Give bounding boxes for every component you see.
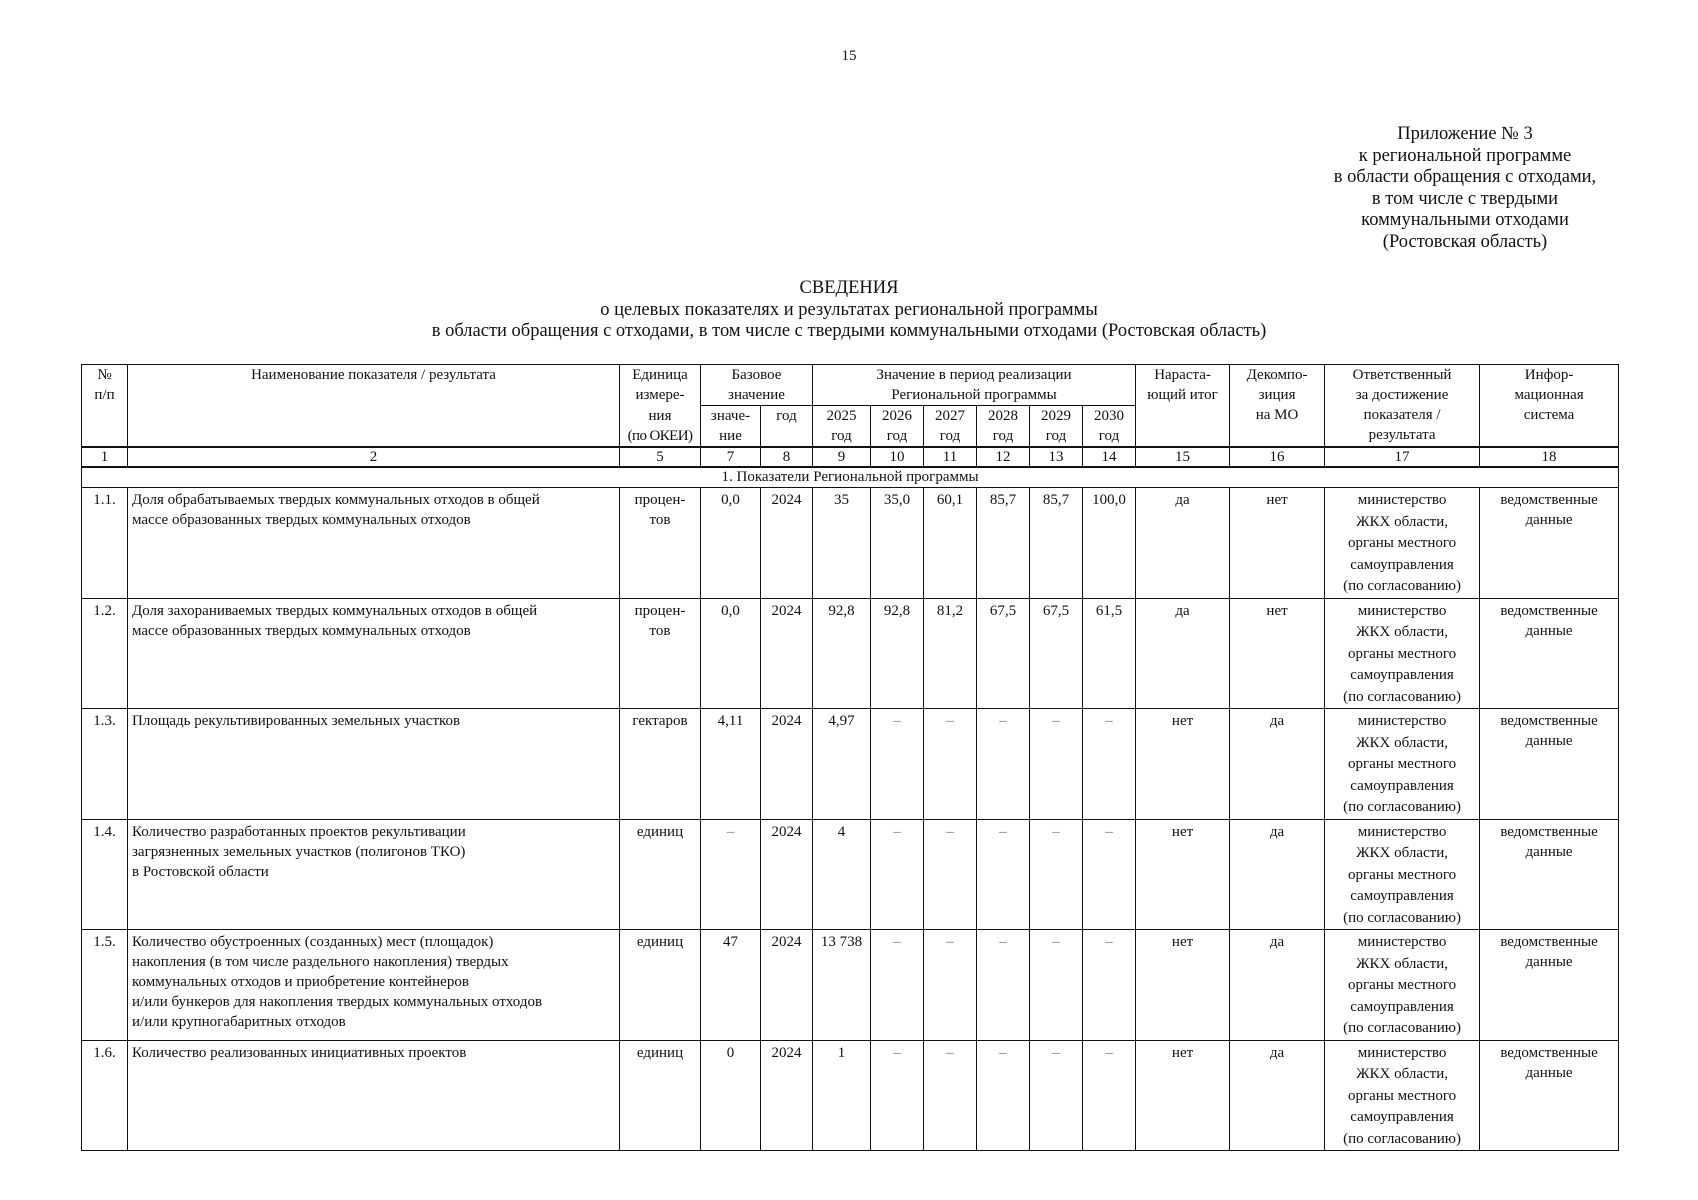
header-decomposition: Декомпо- зиция на МО [1230,365,1325,448]
row-value-2030: 61,5 [1083,598,1136,709]
responsible-line: министерство [1357,602,1447,619]
document-subtitle: в области обращения с отходами, в том числе с твердыми коммунальными отходами (Ростовская область) [431,321,1267,341]
row-value-2025: 1 [813,1040,871,1151]
table-row [82,930,1619,1041]
row-value-2026: 35,0 [871,488,924,599]
header-unit: Единица [620,365,701,386]
row-base-year: 2024 [761,819,813,930]
row-base-year: 2024 [761,598,813,709]
row-number: 1.2. [82,598,128,709]
header-year-2030: 2030 год [1083,406,1136,448]
responsible-line: (по согласованию) [1343,578,1461,594]
row-unit [620,930,701,1041]
responsible-line: министерство [1357,823,1447,840]
responsible-line: ЖКХ области, [1356,624,1448,640]
row-indicator-name [128,488,620,599]
section-title: 1. Показатели Региональной программы [82,467,1619,488]
row-value-2028: – [977,1040,1030,1151]
row-cumulative: нет [1136,709,1230,820]
row-infosys [1480,930,1619,1041]
row-value-2026: – [871,930,924,1041]
row-value-2025: 92,8 [813,598,871,709]
unit-line: гектаров [632,713,688,729]
responsible-line: министерство [1357,492,1447,508]
row-base-value: 0,0 [701,488,761,599]
responsible-line: самоуправления [1350,556,1454,573]
indicator-name-line: коммунальных отходов и приобретение контейнеров [132,974,469,990]
row-value-2026: – [871,1040,924,1151]
row-base-year: 2024 [761,488,813,599]
responsible-line: ЖКХ области, [1356,955,1448,972]
row-responsible [1325,709,1480,820]
indicator-name-line: Площадь рекультивированных земельных участков [132,713,461,729]
row-decomposition: да [1230,819,1325,930]
responsible-line: ЖКХ области, [1356,845,1448,861]
row-value-2030: – [1083,930,1136,1041]
responsible-line: министерство [1357,934,1447,950]
row-value-2025: 35 [813,488,871,599]
indicator-name-line: Количество обустроенных (созданных) мест (площадок) [132,934,494,950]
responsible-line: самоуправления [1350,667,1454,683]
column-number: 12 [977,447,1030,467]
column-numbers [82,447,1619,488]
header-infosys: Инфор- мационная система [1480,365,1619,448]
row-base-year: 2024 [761,1040,813,1151]
header-base-value: значе- ние [701,406,761,448]
row-value-2027: – [924,1040,977,1151]
row-base-value: 0,0 [701,598,761,709]
row-cumulative: да [1136,598,1230,709]
row-unit [620,1040,701,1151]
row-responsible [1325,819,1480,930]
row-base-year: 2024 [761,930,813,1041]
table-row [82,819,1619,930]
row-responsible [1325,930,1480,1041]
row-value-2026: – [871,819,924,930]
infosys-line: ведомственные [1500,713,1598,729]
indicator-name-line: Доля обрабатываемых твердых коммунальных отходов в общей [132,492,540,508]
header-num: № п/п [82,365,128,448]
row-value-2028: 67,5 [977,598,1030,709]
unit-line: процен- [634,602,686,619]
row-number: 1.3. [82,709,128,820]
infosys-line: данные [1525,1064,1573,1081]
indicator-name-line: накопления (в том числе раздельного накопления) твердых [132,954,509,970]
header-unit-cont: ния [620,406,701,426]
row-value-2025: 4 [813,819,871,930]
unit-line: тов [649,622,671,639]
responsible-line: (по согласованию) [1343,909,1461,926]
header-base-year: год [761,406,813,448]
indicator-name-line: массе образованных твердых коммунальных отходов [132,622,471,639]
table-body [82,488,1619,1151]
indicator-name-line: Количество реализованных инициативных проектов [132,1044,467,1061]
responsible-line: органы местного [1347,645,1457,662]
column-number: 2 [128,447,620,467]
row-decomposition: да [1230,709,1325,820]
row-decomposition: да [1230,1040,1325,1151]
row-decomposition: нет [1230,598,1325,709]
row-cumulative: нет [1136,930,1230,1041]
responsible-line: самоуправления [1350,888,1454,904]
row-infosys [1480,598,1619,709]
indicator-name-line: Количество разработанных проектов рекультивации [132,823,466,840]
appendix-line: Приложение № 3 [1397,124,1533,144]
header-unit-cont: (по ОКЕИ) [620,426,701,447]
responsible-line: самоуправления [1350,998,1454,1015]
responsible-line: самоуправления [1350,777,1454,794]
indicator-name-line: Доля захораниваемых твердых коммунальных отходов в общей [132,602,538,619]
row-value-2029: – [1030,1040,1083,1151]
row-indicator-name [128,709,620,820]
row-indicator-name [128,819,620,930]
responsible-line: органы местного [1347,756,1457,772]
column-number: 10 [871,447,924,467]
row-value-2027: 81,2 [924,598,977,709]
unit-line: тов [649,512,671,528]
row-value-2028: – [977,819,1030,930]
appendix-line: (Ростовская область) [1382,231,1548,252]
indicator-name-line: в Ростовской области [132,863,269,880]
row-value-2027: – [924,819,977,930]
indicators-table [81,364,1619,1151]
row-number: 1.4. [82,819,128,930]
row-indicator-name [128,598,620,709]
appendix-caption [1300,124,1630,254]
header-cumulative: Нараста- ющий итог [1136,365,1230,448]
row-value-2030: – [1083,709,1136,820]
row-infosys [1480,819,1619,930]
responsible-line: (по согласованию) [1343,1020,1461,1036]
column-number: 14 [1083,447,1136,467]
indicator-name-line: массе образованных твердых коммунальных отходов [132,512,471,528]
appendix-line: в том числе с твердыми [1371,188,1559,209]
table-row [82,488,1619,599]
infosys-line: ведомственные [1500,934,1598,950]
row-number: 1.5. [82,930,128,1041]
column-number: 16 [1230,447,1325,467]
table-header [82,365,1619,448]
infosys-line: данные [1525,954,1573,970]
row-decomposition: нет [1230,488,1325,599]
row-unit [620,819,701,930]
row-number: 1.1. [82,488,128,599]
document-heading [0,278,1698,343]
row-infosys [1480,488,1619,599]
header-name: Наименование показателя / результата [128,365,620,448]
infosys-line: ведомственные [1500,823,1598,840]
header-year-2028: 2028 год [977,406,1030,448]
infosys-line: данные [1525,622,1573,639]
row-number: 1.6. [82,1040,128,1151]
row-indicator-name [128,930,620,1041]
infosys-line: ведомственные [1500,492,1598,508]
column-number: 7 [701,447,761,467]
row-value-2029: – [1030,930,1083,1041]
appendix-line: в области обращения с отходами, [1333,167,1597,188]
page-number: 15 [841,48,857,64]
row-value-2027: – [924,930,977,1041]
infosys-line: ведомственные [1500,1044,1598,1061]
responsible-line: органы местного [1347,535,1457,551]
responsible-line: ЖКХ области, [1356,513,1448,530]
column-number: 18 [1480,447,1619,467]
appendix-line: коммунальными отходами [1361,210,1569,231]
row-value-2030: – [1083,819,1136,930]
responsible-line: министерство [1357,1044,1447,1061]
row-value-2029: – [1030,709,1083,820]
row-value-2025: 13 738 [813,930,871,1041]
infosys-line: данные [1525,733,1573,749]
row-responsible [1325,1040,1480,1151]
row-cumulative: нет [1136,819,1230,930]
header-base-cont: значение [701,385,813,406]
row-value-2026: 92,8 [871,598,924,709]
row-base-value: 47 [701,930,761,1041]
row-responsible [1325,488,1480,599]
row-value-2030: – [1083,1040,1136,1151]
row-base-value: 0 [701,1040,761,1151]
indicator-name-line: и/или крупногабаритных отходов [132,1014,346,1030]
header-year-2029: 2029 год [1030,406,1083,448]
unit-line: единиц [636,934,684,950]
row-cumulative: нет [1136,1040,1230,1151]
column-number: 8 [761,447,813,467]
row-unit [620,709,701,820]
header-period: Значение в период реализации [813,365,1136,386]
responsible-line: (по согласованию) [1343,799,1461,815]
column-number: 11 [924,447,977,467]
row-value-2029: 67,5 [1030,598,1083,709]
row-base-value: 4,11 [701,709,761,820]
indicator-name-line: и/или бункеров для накопления твердых коммунальных отходов [132,994,543,1010]
infosys-line: данные [1525,843,1573,860]
column-number: 9 [813,447,871,467]
table-row [82,709,1619,820]
header-year-2027: 2027 год [924,406,977,448]
table-row [82,1040,1619,1151]
header-period-cont: Региональной программы [813,385,1136,406]
row-unit [620,598,701,709]
column-number: 17 [1325,447,1480,467]
column-number: 1 [82,447,128,467]
row-value-2029: – [1030,819,1083,930]
responsible-line: органы местного [1347,866,1457,883]
row-value-2027: 60,1 [924,488,977,599]
responsible-line: ЖКХ области, [1356,734,1448,751]
document-title: СВЕДЕНИЯ [799,278,899,298]
responsible-line: ЖКХ области, [1356,1066,1448,1082]
row-value-2025: 4,97 [813,709,871,820]
row-responsible [1325,598,1480,709]
row-value-2028: – [977,930,1030,1041]
row-value-2029: 85,7 [1030,488,1083,599]
responsible-line: (по согласованию) [1343,1130,1461,1147]
infosys-line: данные [1525,512,1573,528]
row-value-2030: 100,0 [1083,488,1136,599]
header-unit-cont: измере- [620,385,701,406]
indicator-name-line: загрязненных земельных участков (полигонов ТКО) [132,843,466,860]
row-base-year: 2024 [761,709,813,820]
row-value-2027: – [924,709,977,820]
infosys-line: ведомственные [1500,602,1598,619]
row-infosys [1480,709,1619,820]
table-row [82,598,1619,709]
responsible-line: самоуправления [1350,1109,1454,1125]
document-subtitle: о целевых показателях и результатах региональной программы [600,299,1098,320]
responsible-line: органы местного [1347,977,1457,993]
row-indicator-name [128,1040,620,1151]
column-number: 13 [1030,447,1083,467]
responsible-line: министерство [1357,713,1447,729]
header-base: Базовое [701,365,813,386]
responsible-line: органы местного [1347,1087,1457,1104]
unit-line: процен- [634,492,686,508]
column-number: 15 [1136,447,1230,467]
row-infosys [1480,1040,1619,1151]
header-year-2025: 2025 год [813,406,871,448]
row-value-2028: 85,7 [977,488,1030,599]
header-responsible: Ответственный за достижение показателя / результата [1325,365,1480,448]
row-value-2026: – [871,709,924,820]
row-value-2028: – [977,709,1030,820]
responsible-line: (по согласованию) [1343,688,1461,705]
unit-line: единиц [636,823,684,840]
column-number: 5 [620,447,701,467]
row-decomposition: да [1230,930,1325,1041]
row-unit [620,488,701,599]
row-base-value: – [701,819,761,930]
header-year-2026: 2026 год [871,406,924,448]
appendix-line: к региональной программе [1358,145,1572,166]
row-cumulative: да [1136,488,1230,599]
unit-line: единиц [636,1044,684,1061]
